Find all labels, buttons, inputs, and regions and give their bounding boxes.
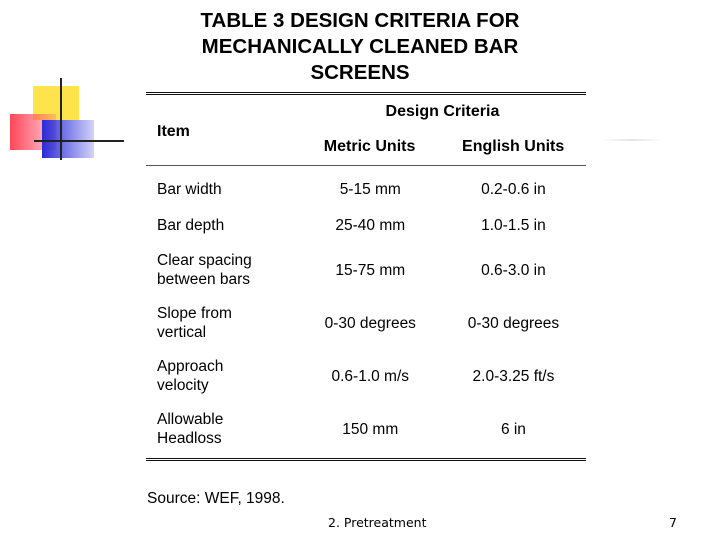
english-value: 0.2-0.6 in <box>481 181 546 198</box>
item-label-line-2: Headloss <box>157 429 222 447</box>
item-label-line-2: vertical <box>157 323 207 341</box>
item-label-line-2: between bars <box>157 270 251 288</box>
table-row <box>146 403 586 456</box>
title-line-2: MECHANICALLY CLEANED BAR <box>201 35 519 58</box>
item-label-line-1: Allowable <box>157 411 224 428</box>
item-label-line-2: velocity <box>157 376 209 394</box>
metric-value: 5-15 mm <box>339 181 401 198</box>
table-row <box>146 244 586 297</box>
item-cell <box>146 350 300 403</box>
item-label-line-1: Slope from <box>157 305 232 322</box>
english-value: 2.0-3.25 ft/s <box>472 367 555 385</box>
vertical-line-shape <box>60 78 62 160</box>
design-criteria-table <box>146 92 586 461</box>
metric-value: 0.6-1.0 m/s <box>331 367 410 385</box>
english-value: 0.6-3.0 in <box>481 261 546 279</box>
english-value: 1.0-1.5 in <box>481 217 546 234</box>
table-row <box>146 208 586 244</box>
item-label: Bar width <box>157 180 222 198</box>
metric-units-header: Metric Units <box>323 138 416 155</box>
metric-value: 0-30 degrees <box>324 314 416 332</box>
item-cell <box>146 244 300 297</box>
header-divider <box>146 165 586 166</box>
title-line-3: SCREENS <box>310 61 410 84</box>
slide-logo-decoration <box>0 0 130 170</box>
item-label-line-1: Approach <box>157 358 224 375</box>
english-value: 6 in <box>500 420 526 438</box>
source-note: Source: WEF, 1998. <box>147 490 285 507</box>
item-label-line-1: Clear spacing <box>157 252 252 269</box>
item-cell <box>146 297 300 350</box>
item-cell <box>146 403 300 456</box>
item-label: Bar depth <box>157 216 225 234</box>
title-line-1: TABLE 3 DESIGN CRITERIA FOR <box>200 9 520 32</box>
table-bottom-rule <box>146 458 586 461</box>
table-row <box>146 172 586 208</box>
table-row <box>146 350 586 403</box>
english-units-header: English Units <box>462 138 565 155</box>
horizontal-line-shape <box>34 140 124 142</box>
page-number: 7 <box>669 515 677 530</box>
item-cell <box>146 172 300 208</box>
decorative-divider <box>600 139 664 141</box>
metric-value: 15-75 mm <box>335 261 406 279</box>
blue-square-shape <box>42 120 94 158</box>
item-cell <box>146 208 300 244</box>
english-value: 0-30 degrees <box>467 314 560 332</box>
metric-value: 150 mm <box>342 420 399 438</box>
footer-section-label: 2. Pretreatment <box>328 515 427 530</box>
table-title <box>160 8 560 86</box>
table-row <box>146 297 586 350</box>
item-column-header: Item <box>157 123 190 140</box>
metric-value: 25-40 mm <box>335 217 406 234</box>
design-criteria-header: Design Criteria <box>385 103 500 120</box>
